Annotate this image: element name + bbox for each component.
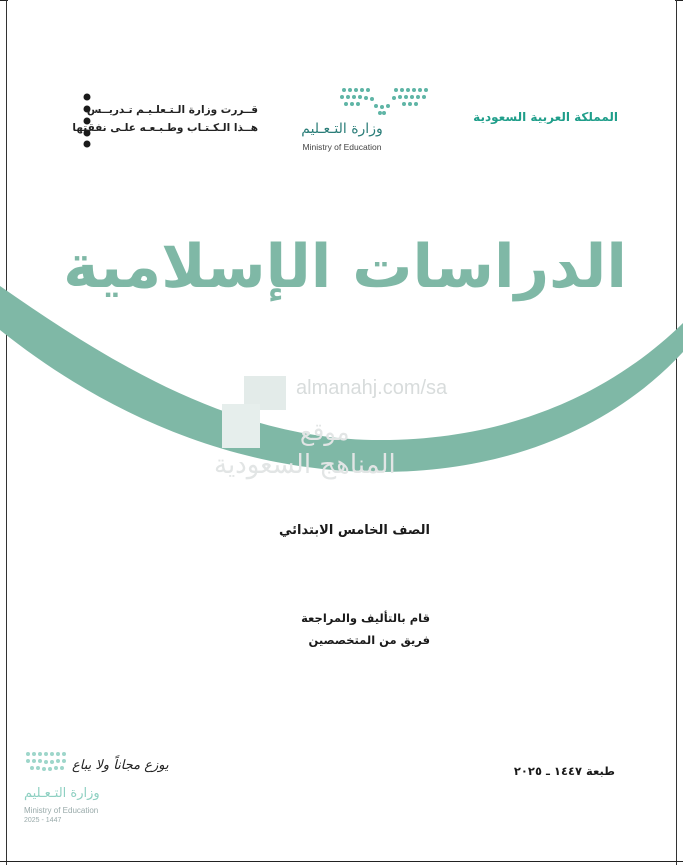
- free-distribution-label: يوزع مجاناً ولا يباع: [72, 758, 169, 773]
- authorship-line-1: قام بالتأليف والمراجعة: [301, 611, 430, 625]
- book-title: الدراسات الإسلامية: [63, 232, 627, 302]
- decree-line-2: هــذا الـكـتـاب وطـبـعـه علـى نفقتها: [72, 122, 258, 134]
- authorship-block: [200, 607, 430, 651]
- authorship-line-2: فريق من المتخصصين: [308, 633, 430, 647]
- kingdom-name: المملكة العربية السعودية: [473, 110, 618, 124]
- decree-text: [72, 101, 258, 137]
- ministry-name-en: Ministry of Education: [302, 142, 382, 152]
- footer-ministry-name-ar: وزارة التـعـليم: [24, 786, 100, 801]
- ministry-logo-icon: [296, 86, 431, 122]
- watermark-line1: موقع: [300, 418, 350, 446]
- decree-line-1: قــررت وزارة الـتـعلـيـم تـدريــس: [86, 104, 258, 116]
- ministry-name-ar: وزارة التـعـليم: [301, 121, 383, 137]
- watermark-logo: [222, 376, 292, 456]
- footer-years: 2025 - 1447: [24, 817, 62, 824]
- footer-ministry-logo-icon: [24, 750, 72, 776]
- grade-label: الصف الخامس الابتدائي: [278, 523, 430, 538]
- watermark-line2: المناهج السعودية: [214, 450, 396, 480]
- edition-label: طبعة ١٤٤٧ ـ ٢٠٢٥: [513, 764, 615, 778]
- footer-ministry-name-en: Ministry of Education: [24, 806, 99, 815]
- watermark-url: almanahj.com/sa: [296, 377, 448, 399]
